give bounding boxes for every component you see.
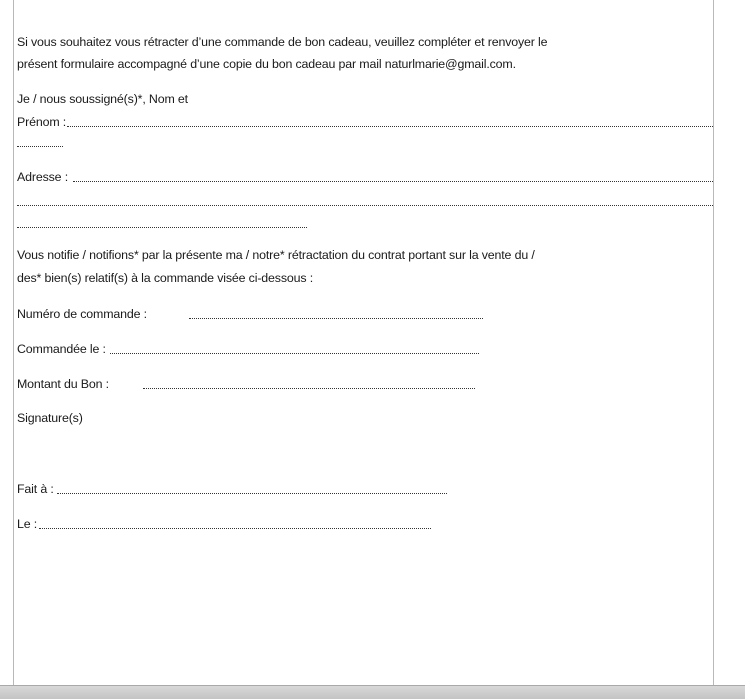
address-field-line-1[interactable] (73, 181, 713, 182)
notice-line-1: Vous notifie / notifions* par la présente ma / notre* rétractation du contrat portant sur la vente du / (17, 248, 535, 262)
notice-line-2: des* bien(s) relatif(s) à la commande visée ci-dessous : (17, 271, 313, 285)
signature-date-label: Le : (17, 517, 38, 531)
order-date-field-line[interactable] (110, 353, 479, 354)
place-label: Fait à : (17, 482, 54, 496)
address-field-line-2[interactable] (17, 205, 713, 206)
amount-field-line[interactable] (143, 388, 475, 389)
order-number-label: Numéro de commande : (17, 307, 147, 321)
intro-line-2: présent formulaire accompagné d’une copie du bon cadeau par mail naturlmarie@gmail.com. (17, 57, 516, 71)
name-label: Prénom : (17, 115, 67, 129)
amount-label: Montant du Bon : (17, 377, 109, 391)
order-date-label: Commandée le : (17, 342, 106, 356)
intro-line-1: Si vous souhaitez vous rétracter d’une commande de bon cadeau, veuillez compléter et renvoyer le (17, 35, 548, 49)
address-field-line-3[interactable] (17, 227, 307, 228)
signature-label: Signature(s) (17, 411, 83, 425)
horizontal-scrollbar[interactable] (0, 685, 745, 699)
name-field-line-cont[interactable] (17, 146, 63, 147)
order-number-field-line[interactable] (189, 318, 483, 319)
place-field-line[interactable] (57, 493, 447, 494)
name-field-line[interactable] (67, 126, 713, 127)
page-margin-right (713, 0, 714, 685)
undersigned-label: Je / nous soussigné(s)*, Nom et (17, 92, 188, 106)
signature-date-field-line[interactable] (39, 528, 431, 529)
address-label: Adresse : (17, 170, 68, 184)
page-margin-left (13, 0, 14, 685)
